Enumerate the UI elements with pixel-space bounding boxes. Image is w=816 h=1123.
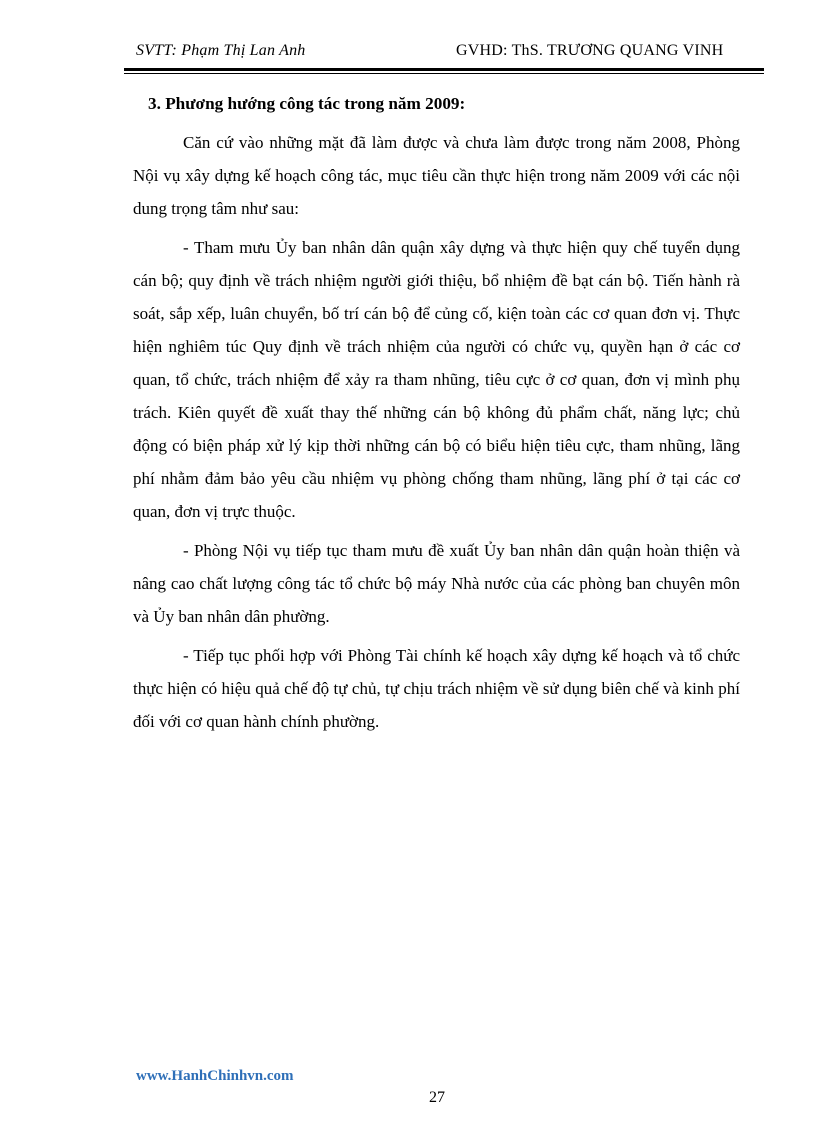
advisor-name: GVHD: ThS. TRƯƠNG QUANG VINH [456,42,724,59]
website-link[interactable]: www.HanhChinhvn.com [136,1068,294,1084]
paragraph-autonomy: - Tiếp tục phối hợp với Phòng Tài chính kế hoạch xây dựng kế hoạch và tổ chức thực hiện có hiệu quả chế độ tự chủ, tự chịu trách nhiệm về sử dụng biên chế và kinh phí đối với cơ quan hành chính phường. [133,646,740,731]
paragraph-organization: - Phòng Nội vụ tiếp tục tham mưu đề xuất Ủy ban nhân dân quận hoàn thiện và nâng cao chất lượng công tác tổ chức bộ máy Nhà nước của các phòng ban chuyên môn và Ủy ban nhân dân phường. [133,541,740,626]
header-divider-thick [124,68,764,71]
page-number: 27 [429,1089,445,1106]
page-header [136,40,764,64]
paragraph-intro: Căn cứ vào những mặt đã làm được và chưa làm được trong năm 2008, Phòng Nội vụ xây dựng kế hoạch công tác, mục tiêu cần thực hiện trong năm 2009 với các nội dung trọng tâm như sau: [133,133,740,218]
header-divider-thin [124,73,764,74]
document-body [133,92,740,744]
student-name: SVTT: Phạm Thị Lan Anh [136,42,306,59]
paragraph-personnel: - Tham mưu Ủy ban nhân dân quận xây dựng và thực hiện quy chế tuyển dụng cán bộ; quy định về trách nhiệm người giới thiệu, bổ nhiệm đề bạt cán bộ. Tiến hành rà soát, sắp xếp, luân chuyển, bố trí cán bộ để củng cố, kiện toàn các cơ quan đơn vị. Thực hiện nghiêm túc Quy định về trách nhiệm của người có chức vụ, quyền hạn ở các cơ quan, tổ chức, trách nhiệm để xảy ra tham nhũng, tiêu cực ở cơ quan, đơn vị mình phụ trách. Kiên quyết đề xuất thay thế những cán bộ không đủ phẩm chất, năng lực; chủ động có biện pháp xử lý kịp thời những cán bộ có biểu hiện tiêu cực, tham nhũng, lãng phí nhằm đảm bảo yêu cầu nhiệm vụ phòng chống tham nhũng, lãng phí ở tại các cơ quan, đơn vị trực thuộc. [133,238,740,521]
section-heading: 3. Phương hướng công tác trong năm 2009: [148,94,466,113]
